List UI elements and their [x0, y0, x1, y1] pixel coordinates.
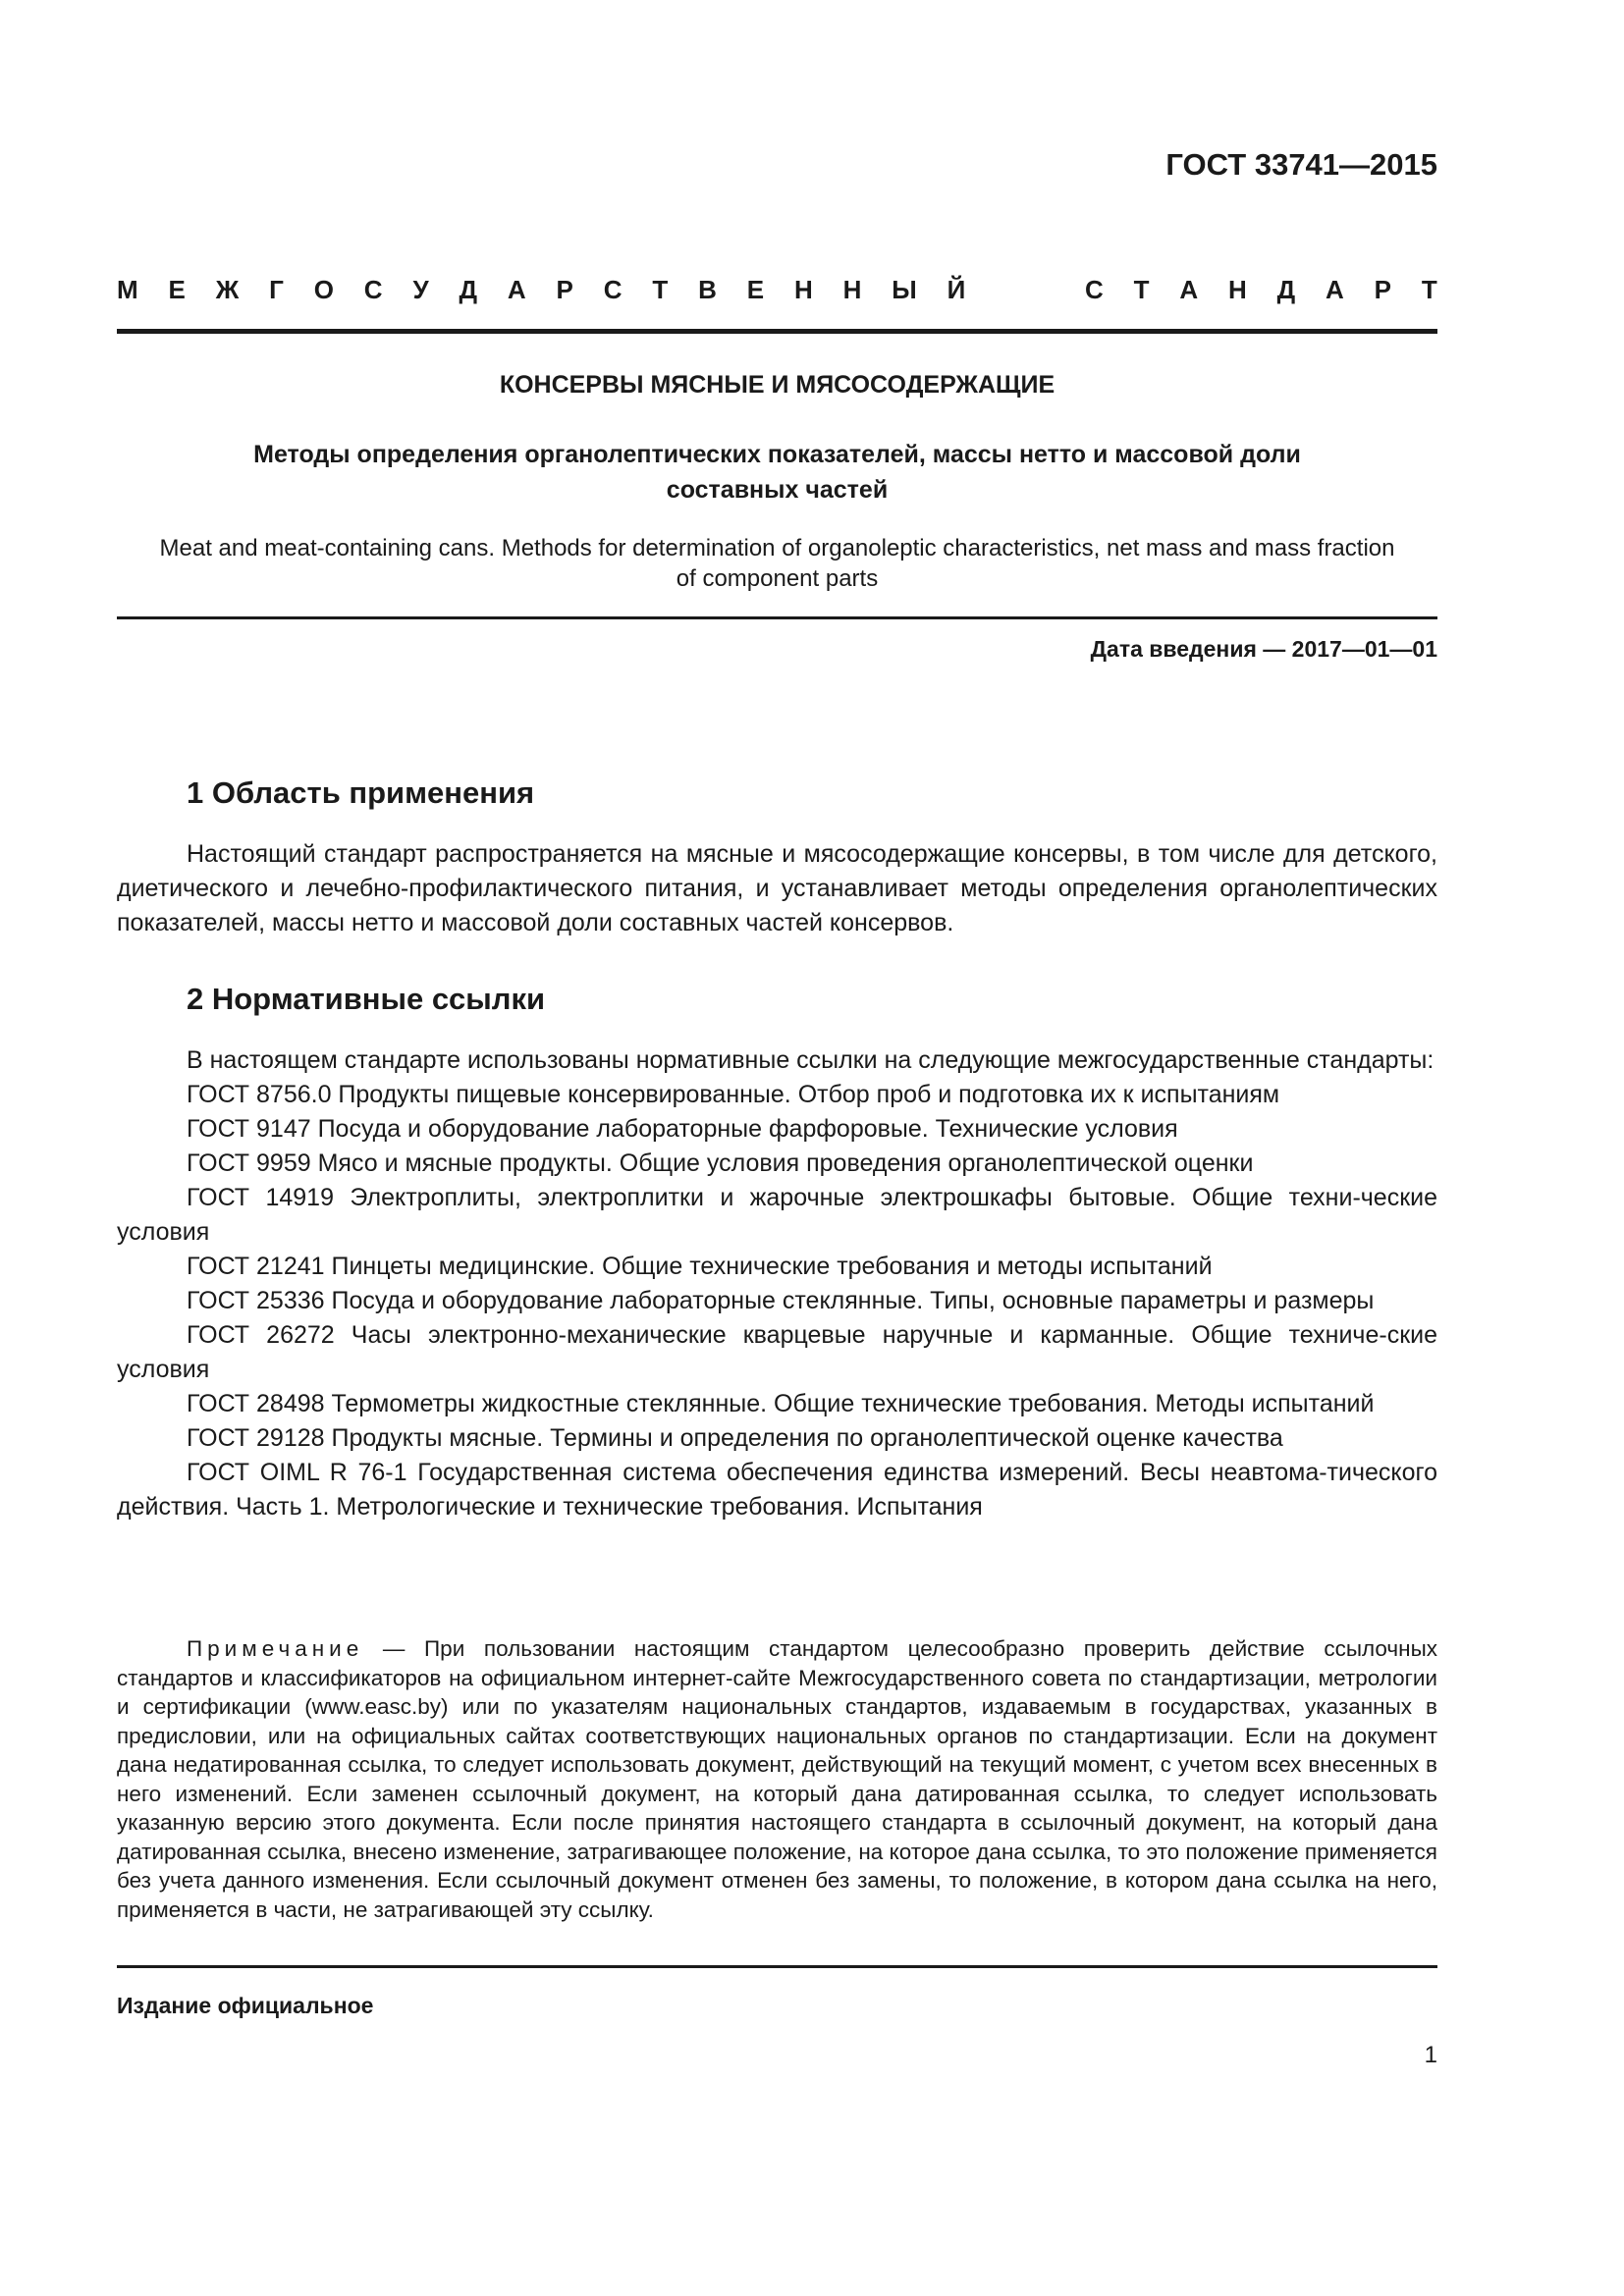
heading-letter: Т — [1133, 275, 1150, 304]
section-1-heading: 1 Область применения — [187, 775, 535, 810]
reference-item: ГОСТ OIML R 76-1 Государственная система обеспечения единства измерений. Весы неавтома-тического действия. Часть 1. Метрологические и технические требования. Испытания — [117, 1459, 1437, 1521]
english-title-line: of component parts — [676, 565, 879, 592]
heading-letter: Ж — [215, 275, 240, 304]
heading-letter: Н — [842, 275, 862, 304]
heading-letter: Р — [556, 275, 573, 304]
edition-label: Издание официальное — [117, 1993, 374, 2018]
section-1-text — [117, 837, 1437, 940]
reference-item: ГОСТ 28498 Термометры жидкостные стеклянные. Общие технические требования. Методы испытаний — [187, 1390, 1375, 1417]
heading-letter: С — [363, 275, 383, 304]
reference-item: ГОСТ 8756.0 Продукты пищевые консервированные. Отбор проб и подготовка их к испытаниям — [187, 1081, 1280, 1108]
reference-item: ГОСТ 14919 Электроплиты, электроплитки и жарочные электрошкафы бытовые. Общие техни-ческие условия — [117, 1184, 1437, 1246]
heading-letter: Р — [1374, 275, 1392, 304]
document-title: КОНСЕРВЫ МЯСНЫЕ И МЯСОСОДЕРЖАЩИЕ — [499, 371, 1056, 399]
standard-type-heading — [117, 275, 1437, 305]
heading-letter: О — [313, 275, 334, 304]
heading-letter: М — [117, 275, 138, 304]
heading-letter: А — [507, 275, 526, 304]
heading-letter: В — [698, 275, 717, 304]
header-divider — [117, 329, 1437, 334]
note-label: Примечание — [187, 1636, 364, 1661]
note-paragraph — [117, 1634, 1437, 1924]
subtitle-line: составных частей — [666, 476, 889, 504]
reference-item: ГОСТ 25336 Посуда и оборудование лабораторные стеклянные. Типы, основные параметры и размеры — [187, 1287, 1375, 1314]
title-divider — [117, 616, 1437, 619]
introduction-date: Дата введения — 2017—01—01 — [1090, 636, 1437, 662]
heading-letter: А — [1179, 275, 1199, 304]
paragraph: Настоящий стандарт распространяется на мясные и мясосодержащие консервы, в том числе для детского, диетического и лечебно-профилактического питания, и устанавливает методы определения органолептических показателей, массы нетто и массовой доли составных частей консервов. — [117, 840, 1437, 936]
heading-letter: С — [603, 275, 623, 304]
english-title — [117, 533, 1437, 594]
heading-letter: Н — [1228, 275, 1247, 304]
english-title-line: Meat and meat-containing cans. Methods for determination of organoleptic characteristics, net mass and mass fraction — [159, 535, 1395, 561]
reference-item: ГОСТ 26272 Часы электронно-механические кварцевые наручные и карманные. Общие техниче-ские условия — [117, 1321, 1437, 1383]
references-note — [117, 1634, 1437, 1924]
heading-letter: Г — [269, 275, 284, 304]
reference-item: ГОСТ 9147 Посуда и оборудование лабораторные фарфоровые. Технические условия — [187, 1115, 1178, 1143]
heading-letter: С — [1084, 275, 1104, 304]
footer-divider — [117, 1965, 1437, 1968]
heading-letter: Д — [1276, 275, 1296, 304]
heading-letter: Й — [947, 275, 966, 304]
heading-letter: У — [412, 275, 429, 304]
normative-references — [117, 1043, 1437, 1524]
heading-letter: Д — [459, 275, 478, 304]
heading-letter: Е — [168, 275, 186, 304]
references-intro: В настоящем стандарте использованы нормативные ссылки на следующие межгосударственные стандарты: — [187, 1046, 1435, 1074]
heading-letter: Т — [652, 275, 669, 304]
heading-letter: Т — [1421, 275, 1437, 304]
reference-item: ГОСТ 9959 Мясо и мясные продукты. Общие условия проведения органолептической оценки — [187, 1149, 1254, 1177]
heading-letter: Н — [793, 275, 813, 304]
word-gap — [996, 275, 1055, 305]
heading-letter: Е — [746, 275, 765, 304]
subtitle-line: Методы определения органолептических показателей, массы нетто и массовой доли — [253, 441, 1301, 468]
page-number: 1 — [1424, 2042, 1437, 2068]
note-text: — При пользовании настоящим стандартом целесообразно проверить действие ссылочных стандартов и классификаторов на официальном интернет-сайте Межгосударственного совета по стандартизации, метрологии и сертификации (www.easc.by) или по указателям национальных стандартов, издаваемым в государствах, указанных в предисловии, или на официальных сайтах соответствующих национальных органов по стандартизации. Если на документ дана недатированная ссылка, то следует использовать документ, действующий на текущий момент, с учетом всех внесенных в него изменений. Если заменен ссылочный документ, на который дана датированная ссылка, то следует использовать указанную версию этого документа. Если после принятия настоящего стандарта в ссылочный документ, на который дана датированная ссылка, внесено изменение, затрагивающее положение, на которое дана ссылка, то это положение применяется без учета данного изменения. Если ссылочный документ отменен без замены, то положение, в котором дана ссылка на него, применяется в части, не затрагивающей эту ссылку. — [117, 1636, 1437, 1922]
heading-letter: А — [1326, 275, 1344, 304]
reference-item: ГОСТ 29128 Продукты мясные. Термины и определения по органолептической оценке качества — [187, 1424, 1283, 1452]
document-subtitle — [117, 437, 1437, 507]
document-code: ГОСТ 33741—2015 — [1165, 147, 1437, 182]
heading-letter: Ы — [892, 275, 917, 304]
section-2-heading: 2 Нормативные ссылки — [187, 982, 546, 1016]
reference-item: ГОСТ 21241 Пинцеты медицинские. Общие технические требования и методы испытаний — [187, 1253, 1213, 1280]
